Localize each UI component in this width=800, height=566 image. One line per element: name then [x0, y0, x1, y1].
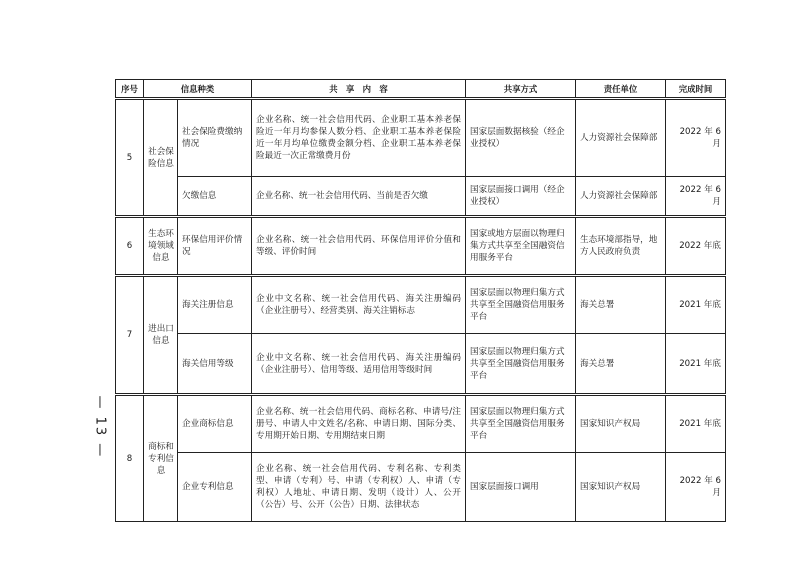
header-category: 信息种类: [144, 80, 252, 99]
unit-cell: 国家知识产权局: [576, 453, 666, 522]
unit-cell: 海关总署: [576, 276, 666, 334]
table-row: [116, 334, 726, 395]
row-number: 7: [116, 276, 144, 395]
method-cell: 国家层面接口调用: [466, 453, 576, 522]
row-number: 5: [116, 99, 144, 217]
unit-cell: 人力资源社会保障部: [576, 99, 666, 177]
header-time: 完成时间: [666, 80, 726, 99]
subcategory-cell: 环保信用评价情况: [178, 217, 252, 276]
info-sharing-table: [115, 79, 726, 522]
category-cell: 社会保险信息: [144, 99, 178, 217]
method-cell: 国家层面以物理归集方式共享至全国融资信用服务平台: [466, 276, 576, 334]
content-cell: 企业中文名称、统一社会信用代码、海关注册编码（企业注册号）、信用等级、适用信用等级时间: [252, 334, 466, 395]
subcategory-cell: 社会保险费缴纳情况: [178, 99, 252, 177]
row-number: 6: [116, 217, 144, 276]
method-cell: 国家层面数据核验（经企业授权）: [466, 99, 576, 177]
category-cell: 进出口信息: [144, 276, 178, 395]
unit-cell: 人力资源社会保障部: [576, 177, 666, 217]
subcategory-cell: 海关注册信息: [178, 276, 252, 334]
time-cell: 2022 年 6 月: [666, 99, 726, 177]
content-cell: 企业名称、统一社会信用代码、企业职工基本养老保险近一年月均参保人数分档、企业职工基本养老保险近一年月均单位缴费金额分档、企业职工基本养老保险最近一次正常缴费月份: [252, 99, 466, 177]
table-row: [116, 217, 726, 276]
table-row: [116, 99, 726, 177]
time-cell: 2021 年底: [666, 334, 726, 395]
time-cell: 2021 年底: [666, 395, 726, 453]
subcategory-cell: 欠缴信息: [178, 177, 252, 217]
header-unit: 责任单位: [576, 80, 666, 99]
header-content: 共 享 内 容: [252, 80, 466, 99]
time-cell: 2022 年 6 月: [666, 453, 726, 522]
unit-cell: 国家知识产权局: [576, 395, 666, 453]
table-row: [116, 276, 726, 334]
table-row: [116, 177, 726, 217]
category-cell: 商标和专利信息: [144, 395, 178, 522]
table-row: [116, 453, 726, 522]
subcategory-cell: 企业商标信息: [178, 395, 252, 453]
content-cell: 企业名称、统一社会信用代码、当前是否欠缴: [252, 177, 466, 217]
unit-cell: 海关总署: [576, 334, 666, 395]
method-cell: 国家层面以物理归集方式共享至全国融资信用服务平台: [466, 395, 576, 453]
method-cell: 国家或地方层面以物理归集方式共享至全国融资信用服务平台: [466, 217, 576, 276]
content-cell: 企业名称、统一社会信用代码、专利名称、专利类型、申请（专利）号、申请（专利权）人、申请（专利权）人地址、申请日期、发明（设计）人、公开（公告）号、公开（公告）日期、法律状态: [252, 453, 466, 522]
unit-cell: 生态环境部指导，地方人民政府负责: [576, 217, 666, 276]
method-cell: 国家层面以物理归集方式共享至全国融资信用服务平台: [466, 334, 576, 395]
time-cell: 2022 年底: [666, 217, 726, 276]
page-number: — 13 —: [92, 395, 108, 459]
category-cell: 生态环境领域信息: [144, 217, 178, 276]
content-cell: 企业名称、统一社会信用代码、商标名称、申请号/注册号、申请人中文姓名/名称、申请日期、国际分类、专用期开始日期、专用期结束日期: [252, 395, 466, 453]
row-number: 8: [116, 395, 144, 522]
content-cell: 企业中文名称、统一社会信用代码、海关注册编码（企业注册号）、经营类别、海关注销标志: [252, 276, 466, 334]
time-cell: 2021 年底: [666, 276, 726, 334]
header-row: [116, 80, 726, 99]
subcategory-cell: 企业专利信息: [178, 453, 252, 522]
header-no: 序号: [116, 80, 144, 99]
header-method: 共享方式: [466, 80, 576, 99]
method-cell: 国家层面接口调用（经企业授权）: [466, 177, 576, 217]
content-cell: 企业名称、统一社会信用代码、环保信用评价分值和等级、评价时间: [252, 217, 466, 276]
subcategory-cell: 海关信用等级: [178, 334, 252, 395]
table-row: [116, 395, 726, 453]
time-cell: 2022 年 6 月: [666, 177, 726, 217]
